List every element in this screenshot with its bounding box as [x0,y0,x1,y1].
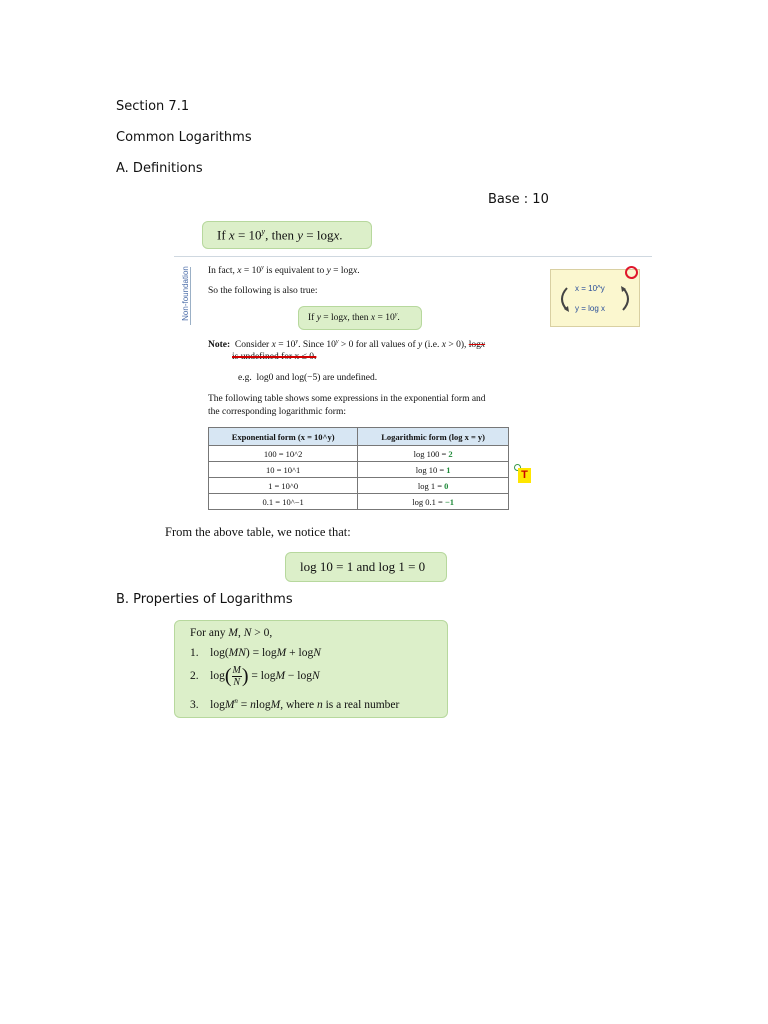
property-2: 2. log( $\frac{M}{N}$ ) = logM − logN [190,665,320,688]
properties-intro: For any M, N > 0, [190,627,273,639]
textbook-scan [174,256,652,519]
text-tool-icon[interactable]: T [518,468,531,483]
property-3: 3. logM$^n$ = nlogM, where n is a real number [190,697,400,711]
note-struck-text: is undefined for x ≤ 0. [232,352,317,362]
non-foundation-label: Non-foundation [180,266,190,321]
result-box [285,552,447,582]
cell-exp: 100 = 10^2 [209,446,358,462]
table-intro-2: the corresponding logarithmic form: [208,407,346,417]
table-row [209,462,509,478]
table-intro-1: The following table shows some expressions in the exponential form and [208,394,486,404]
cell-exp: 1 = 10^0 [209,478,358,494]
side-box-bottom: y = log x [575,304,606,313]
table-row [209,446,509,462]
definition-box [202,221,372,249]
cell-exp: 10 = 10^1 [209,462,358,478]
note-line: Note: Consider $x = 10^y$. Since $10^y > 0$ for all values of y (i.e. x > 0), logx [208,339,486,351]
header-exponential: Exponential form (x = 10^y) [209,428,358,446]
fraction-m-over-n: $\frac{M}{N}$ [232,665,241,688]
base-label: Base : 10 [488,192,549,207]
section-number: Section 7.1 [116,99,190,114]
eg-line: e.g. log0 and log(−5) are undefined. [238,373,378,383]
cell-log: log 100 = 2 [358,446,509,462]
table-row [209,494,509,510]
result-text: log 10 = 1 and log 1 = 0 [300,559,426,574]
note-label: Note: [208,340,231,351]
cell-exp: 0.1 = 10^−1 [209,494,358,510]
topic-title: Common Logarithms [116,130,252,145]
scan-line-equivalent: In fact, $x = 10^y$ is equivalent to y = logx. [208,265,360,277]
inner-def-box: If y = logx, then $x = 10^y$. [298,306,422,330]
property-1: 1. log(MN) = logM + logN [190,647,321,659]
scan-line-also-true: So the following is also true: [208,286,318,296]
table-header-row [209,428,509,446]
log-table [208,427,509,510]
definition-text: If $x = 10^y$, then y = logx. [217,227,343,243]
header-logarithmic: Logarithmic form (log x = y) [358,428,509,446]
side-box-top: x = 10^y [575,284,605,293]
properties-box [174,620,448,718]
cell-log: log 1 = 0 [358,478,509,494]
cell-log: log 0.1 = −1 [358,494,509,510]
heading-definitions: A. Definitions [116,161,203,176]
red-circle-marker [625,266,638,279]
notice-text: From the above table, we notice that: [165,525,351,539]
heading-properties: B. Properties of Logarithms [116,592,293,607]
table-row [209,478,509,494]
conversion-side-box [550,269,640,327]
cell-log: log 10 = 1 [358,462,509,478]
